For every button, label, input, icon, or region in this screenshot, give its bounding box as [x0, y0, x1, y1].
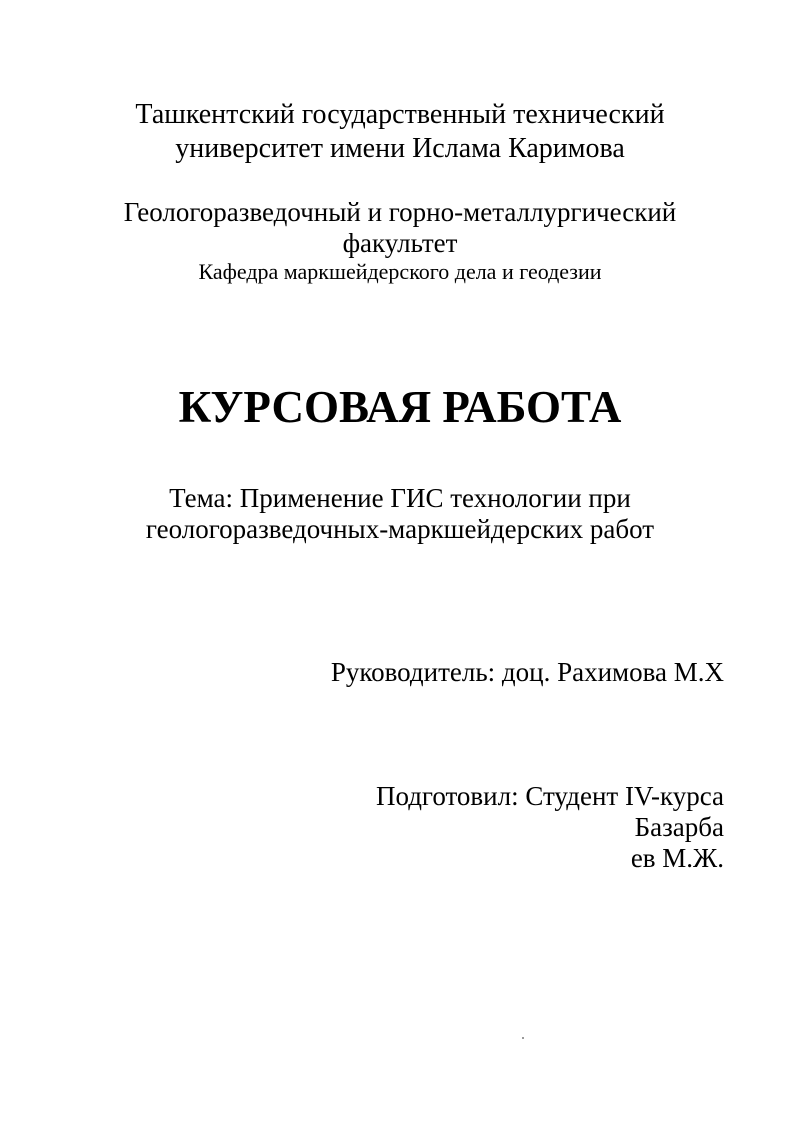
prepared-by-line-3: ев М.Ж.	[630, 843, 724, 873]
supervisor-line: Руководитель: доц. Рахимова М.Х	[330, 657, 724, 687]
topic-line-1: Тема: Применение ГИС технологии при	[169, 483, 631, 513]
prepared-by-line-1: Подготовил: Студент IV-курса	[375, 781, 724, 811]
faculty-name-line-1: Геологоразведочный и горно-металлургический	[123, 197, 677, 227]
document-title: КУРСОВАЯ РАБОТА	[178, 382, 622, 432]
topic-line-2: геологоразведочных-маркшейдерских работ	[145, 514, 655, 544]
university-name-line-1: Ташкентский государственный технический	[135, 99, 665, 130]
stray-mark	[522, 1037, 524, 1039]
university-name-line-2: университет имени Ислама Каримова	[175, 133, 625, 164]
department-name: Кафедра маркшейдерского дела и геодезии	[198, 259, 602, 284]
prepared-by-line-2: Базарба	[634, 812, 724, 842]
faculty-name-line-2: факультет	[342, 228, 458, 258]
